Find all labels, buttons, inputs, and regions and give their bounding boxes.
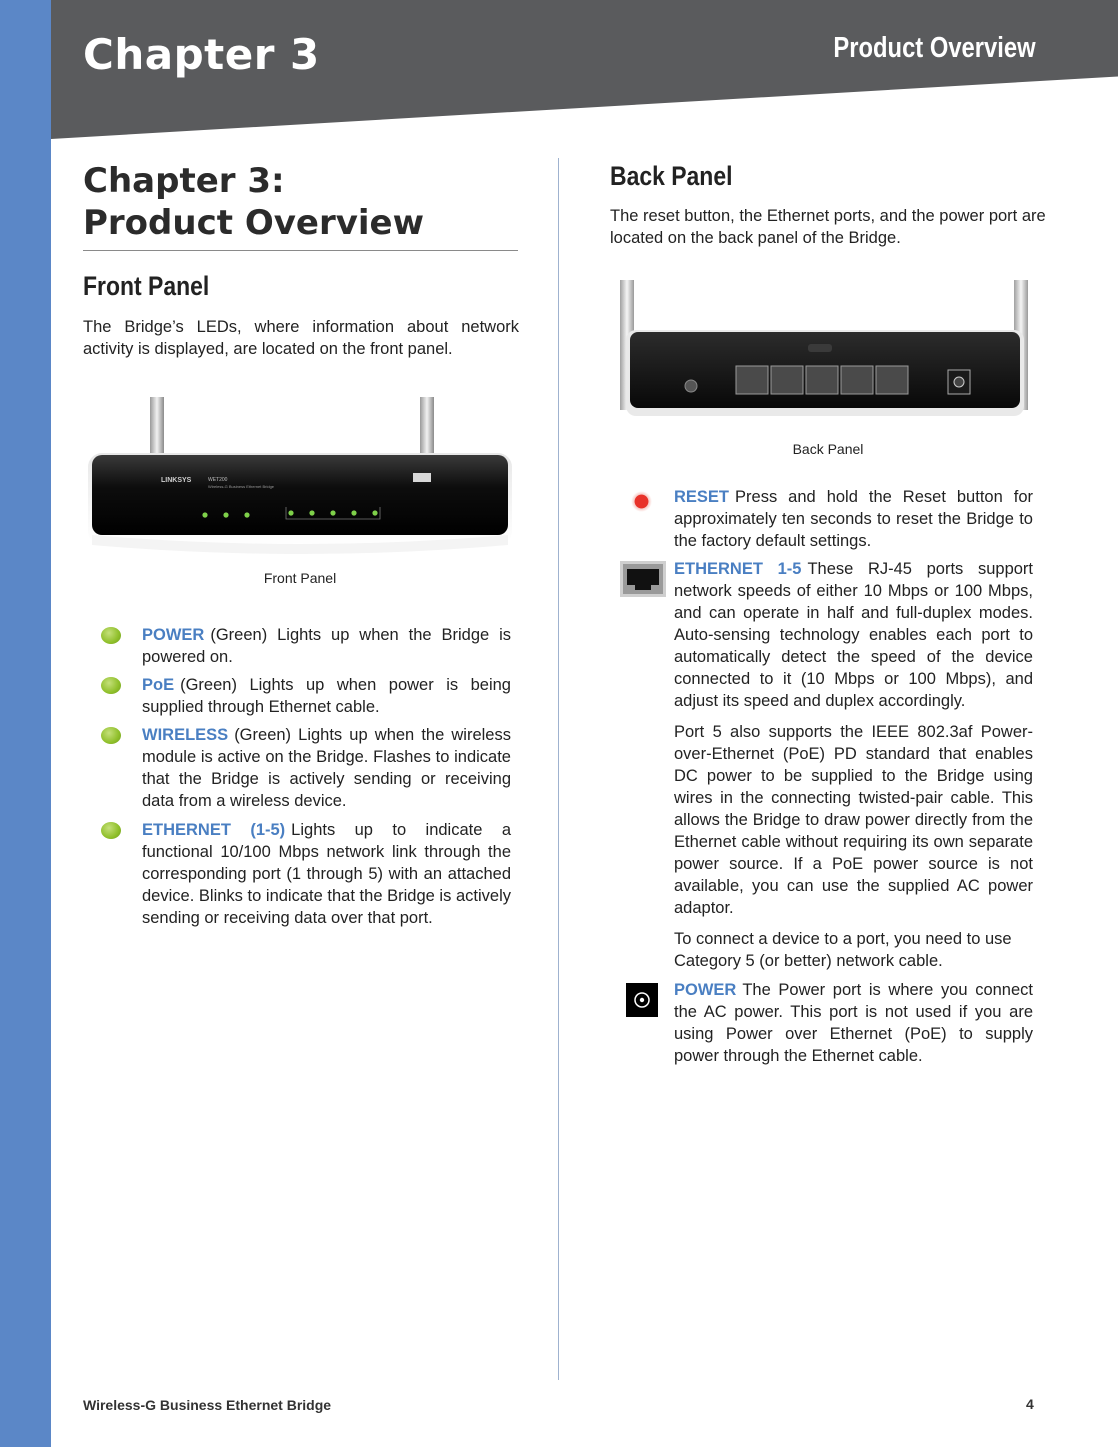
desc-poe: (Green) Lights up when power is being supplied through Ethernet cable. [142,676,511,716]
list-item-ethernet-ports [674,558,1033,981]
page-title-line1: Chapter 3: [83,161,285,201]
back-panel-image [618,278,1030,422]
term-poe: PoE [142,676,175,694]
column-divider [558,158,559,1380]
term-wireless: WIRELESS [142,726,229,744]
desc-ethernet: Lights up to indicate a functional 10/100 Mbps network link through the corresponding port (1 through 5) with an attached device. Blinks to indicate that the Bridge is actively sending or receiving data over that port. [142,821,512,927]
back-panel-intro: The reset button, the Ethernet ports, and the power port are located on the back panel of the Bridge. [610,207,1046,247]
list-item-wireless [142,724,511,812]
device-body [92,455,508,535]
back-panel-caption: Back Panel [792,441,864,457]
power-port-icon [626,983,658,1017]
green-led-bullet-icon [101,627,121,644]
reset-button-icon [631,491,652,512]
list-item-poe [142,674,511,718]
led-wireless-icon [244,512,249,517]
device-model: WET200 [208,477,228,483]
section-label: Product Overview [833,32,1036,64]
desc-power: (Green) Lights up when the Bridge is powered on. [142,626,511,666]
led-poe-icon [223,512,228,517]
led-ethernet3-icon [330,510,335,515]
led-ethernet2-icon [309,510,314,515]
left-antenna [150,397,164,455]
front-panel-caption: Front Panel [263,570,337,586]
cisco-logo-icon [413,473,431,482]
term-power-port: POWER [674,981,737,999]
ethernet-port-icon [620,561,666,597]
footer-product-name: Wireless-G Business Ethernet Bridge [83,1397,332,1413]
term-power: POWER [142,626,205,644]
reset-hole-icon [685,380,697,392]
list-item-ethernet [142,819,511,929]
cable-paragraph: To connect a device to a port, you need to use Category 5 (or better) network cable. [674,930,1012,970]
list-item-power-port [674,979,1033,1067]
page-number: 4 [1026,1396,1034,1412]
list-item-power [142,624,511,668]
left-accent-stripe [0,0,51,1447]
ethernet-port-2-icon [771,366,803,394]
desc-power-port: The Power port is where you connect the AC power. This port is not used if you are using Power over Ethernet (PoE) to supply power through the Ethernet cable. [674,981,1033,1065]
led-ethernet5-icon [372,510,377,515]
term-reset: RESET [674,488,730,506]
poe-paragraph: Port 5 also supports the IEEE 802.3af Power-over-Ethernet (PoE) PD standard that enables DC power to be supplied to the Bridge using wires in the connecting twisted-pair cable. This allows the Bridge to draw power directly from the Ethernet cable without requiring its own separate power source. If a PoE power source is not available, you can use the supplied AC power adaptor. [674,723,1033,917]
right-antenna [420,397,434,455]
ethernet-port-5-icon [876,366,908,394]
green-led-bullet-icon [101,727,121,744]
back-panel-heading: Back Panel [610,161,733,191]
desc-ethernet-ports: These RJ-45 ports support network speeds of either 10 Mbps or 100 Mbps, and can operate in half and full-duplex modes. Auto-sensing technology enables each port to automatically detect the speed of the device connected to it (10 Mbps or 100 Mbps), and adjust its speed and duplex accordingly. [674,560,1034,710]
front-panel-image [88,395,512,560]
desc-reset: Press and hold the Reset button for approximately ten seconds to reset the Bridge to the factory default settings. [674,488,1033,550]
ethernet-port-3-icon [806,366,838,394]
desc-wireless: (Green) Lights up when the wireless module is active on the Bridge. Flashes to indicate that the Bridge is actively sending or receiving data from a wireless device. [142,726,511,810]
led-power-icon [202,512,207,517]
page-title-line2: Product Overview [83,203,425,243]
device-subtitle: Wireless-G Business Ethernet Bridge [208,484,275,489]
term-ethernet: ETHERNET (1-5) [142,821,286,839]
green-led-bullet-icon [101,677,121,694]
front-panel-intro: The Bridge’s LEDs, where information about network activity is displayed, are located on the front panel. [83,318,519,358]
led-ethernet1-icon [288,510,293,515]
page-title [83,160,518,251]
chapter-label: Chapter 3 [83,30,320,79]
ethernet-port-1-icon [736,366,768,394]
led-ethernet4-icon [351,510,356,515]
front-panel-heading: Front Panel [83,271,210,301]
list-item-reset [674,486,1033,552]
green-led-bullet-icon [101,822,121,839]
term-ethernet-ports: ETHERNET 1-5 [674,560,802,578]
device-brand: LINKSYS [161,477,192,484]
ethernet-port-4-icon [841,366,873,394]
